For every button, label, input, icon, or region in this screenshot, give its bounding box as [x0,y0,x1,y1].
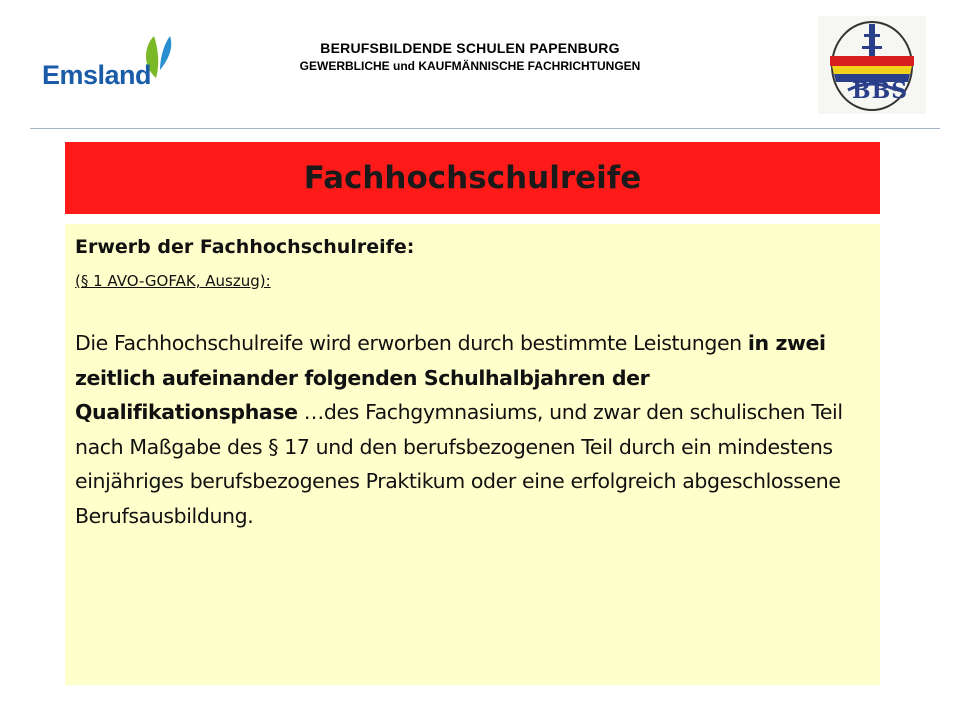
emsland-logo [38,28,178,98]
bbs-logo-text: BBS [852,78,909,104]
bbs-logo [818,16,926,114]
emsland-wordmark: Emsland [42,60,152,90]
body-text-part2: …des Fachgymnasiums, und zwar den schulischen Teil nach Maßgabe des § 17 und den berufsbezogenen Teil durch ein mindestens einjähriges berufsbezogenes Praktikum oder eine erfolgreich abgeschlossene Berufsausbildung. [75,400,843,528]
slide-header [0,0,960,130]
school-name-line2: GEWERBLICHE und KAUFMÄNNISCHE FACHRICHTUNGEN [299,59,641,73]
source-reference: (§ 1 AVO-GOFAK, Auszug): [75,272,271,290]
subheading: Erwerb der Fachhochschulreife: [75,236,415,258]
header-divider [30,128,940,129]
school-name-line1: BERUFSBILDENDE SCHULEN PAPENBURG [320,40,620,56]
page-title: Fachhochschulreife [303,160,642,196]
body-text-bold: in zwei zeitlich aufeinander folgenden Schulhalbjahren der Qualifikationsphase [75,331,826,424]
body-text-part1: Die Fachhochschulreife wird erworben durch bestimmte Leistungen [75,331,748,355]
school-name [200,40,740,73]
body-paragraph [75,326,875,533]
content-box [65,224,880,685]
title-bar [65,142,880,214]
